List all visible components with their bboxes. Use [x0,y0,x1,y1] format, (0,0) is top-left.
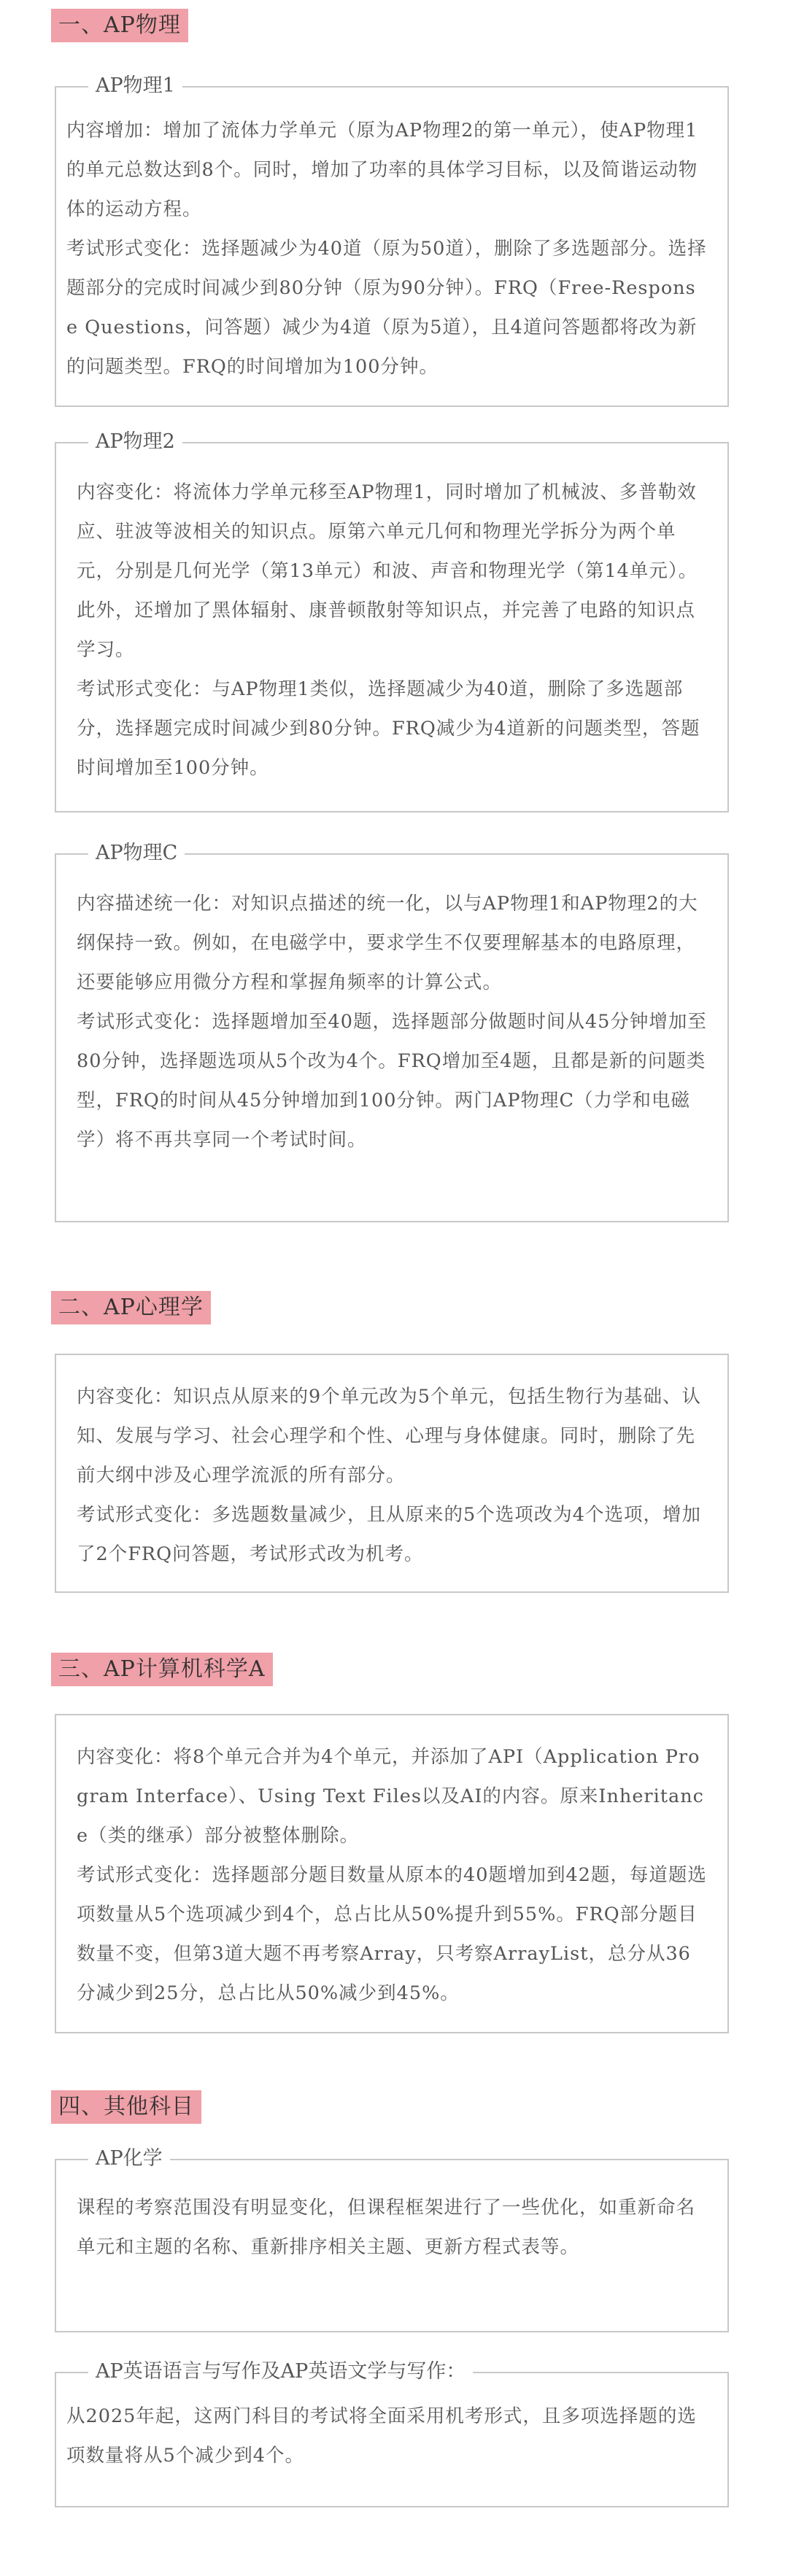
fieldset-ap-psychology [55,1354,729,1593]
fieldset-legend: AP物理2 [88,429,182,455]
fieldset-ap-cs-a [55,1714,729,2033]
section-heading-other-subjects: 四、其他科目 [51,2090,201,2124]
paragraph-body: 课程的考察范围没有明显变化，但课程框架进行了一些优化，如重新命名单元和主题的名称、重新排序相关主题、更新方程式表等。 [77,2197,696,2258]
paragraph-exam-change: 考试形式变化：选择题增加至40题，选择题部分做题时间从45分钟增加至80分钟，选择题选项从5个改为4个。FRQ增加至4题，且都是新的问题类型，FRQ的时间从45分钟增加到100分钟。两门AP物理C（力学和电磁学）将不再共享同一个考试时间。 [77,1011,707,1151]
section-heading-ap-psychology: 二、AP心理学 [51,1291,211,1324]
paragraph-content-change: 内容增加：增加了流体力学单元（原为AP物理2的第一单元），使AP物理1的单元总数达到8个。同时，增加了功率的具体学习目标，以及简谐运动物体的运动方程。 [66,120,698,220]
fieldset-legend: AP物理1 [88,73,182,99]
fieldset-legend: AP英语语言与写作及AP英语文学与写作： [88,2359,473,2385]
fieldset-legend: AP物理C [88,840,185,866]
paragraph-exam-change: 考试形式变化：选择题部分题目数量从原本的40题增加到42题，每道题选项数量从5个选项减少到4个，总占比从50%提升到55%。FRQ部分题目数量不变，但第3道大题不再考察Array，只考察ArrayList，总分从36分减少到25分，总占比从50%减少到45%。 [77,1864,707,2004]
paragraph-content-change: 内容变化：将流体力学单元移至AP物理1，同时增加了机械波、多普勒效应、驻波等波相关的知识点。原第六单元几何和物理光学拆分为两个单元，分别是几何光学（第13单元）和波、声音和物理光学（第14单元）。此外，还增加了黑体辐射、康普顿散射等知识点，并完善了电路的知识点学习。 [77,481,698,661]
fieldset-ap-english [55,2360,729,2507]
fieldset-ap-chemistry [55,2147,729,2332]
section-heading-ap-cs-a: 三、AP计算机科学A [51,1653,273,1686]
fieldset-ap-physics-2 [55,430,729,812]
paragraph-exam-change: 考试形式变化：选择题减少为40道（原为50道），删除了多选题部分。选择题部分的完成时间减少到80分钟（原为90分钟）。FRQ（Free-Response Questions，问答题）减少为4道（原为5道），且4道问答题都将改为新的问题类型。FRQ的时间增加为100分钟。 [66,238,707,378]
paragraph-content-change: 内容变化：知识点从原来的9个单元改为5个单元，包括生物行为基础、认知、发展与学习、社会心理学和个性、心理与身体健康。同时，删除了先前大纲中涉及心理学流派的所有部分。 [77,1386,701,1486]
section-heading-ap-physics: 一、AP物理 [51,9,188,42]
paragraph-body: 从2025年起，这两门科目的考试将全面采用机考形式，且多项选择题的选项数量将从5个减少到4个。 [66,2405,697,2467]
fieldset-ap-physics-1 [55,74,729,407]
fieldset-legend: AP化学 [88,2146,170,2172]
paragraph-content-change: 内容描述统一化：对知识点描述的统一化，以与AP物理1和AP物理2的大纲保持一致。例如，在电磁学中，要求学生不仅要理解基本的电路原理，还要能够应用微分方程和掌握角频率的计算公式。 [77,893,698,993]
fieldset-ap-physics-c [55,842,729,1222]
paragraph-exam-change: 考试形式变化：多选题数量减少，且从原来的5个选项改为4个选项，增加了2个FRQ问答题，考试形式改为机考。 [77,1504,701,1565]
paragraph-content-change: 内容变化：将8个单元合并为4个单元，并添加了API（Application Program Interface）、Using Text Files以及AI的内容。原来Inheritance（类的继承）部分被整体删除。 [77,1746,704,1847]
paragraph-exam-change: 考试形式变化：与AP物理1类似，选择题减少为40道，删除了多选题部分，选择题完成时间减少到80分钟。FRQ减少为4道新的问题类型，答题时间增加至100分钟。 [77,678,700,779]
